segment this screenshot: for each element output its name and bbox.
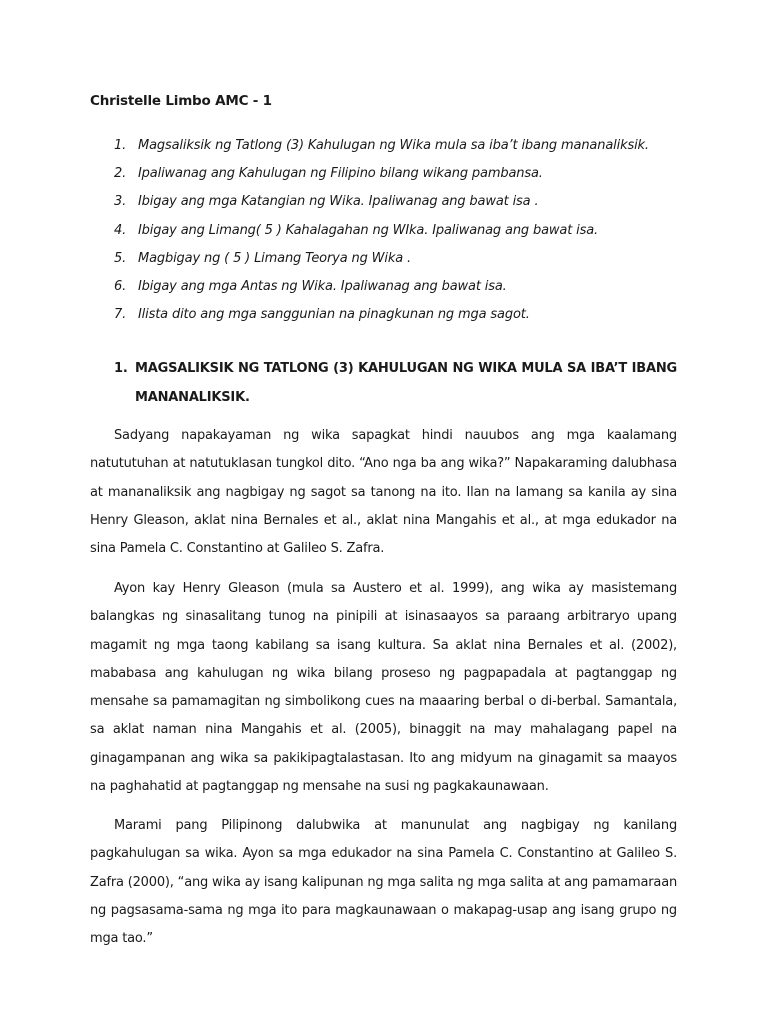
body-paragraph-2: Ayon kay Henry Gleason (mula sa Austero et al. 1999), ang wika ay masistemang balangkas ng sinasalitang tunog na pinipili at isinasaayos sa paraang arbitraryo upang magamit ng mga taong kabilang sa isang kultura. Sa aklat nina Bernales et al. (2002), mababasa ang kahulugan ng wika bilang proseso ng pagpapadala at pagtanggap ng mensahe sa pamamagitan ng simbolikong cues na maaaring berbal o di-berbal. Samantala, sa aklat naman nina Mangahis et al. (2005), binaggit na may mahalagang papel na ginagampanan ang wika sa pakikipagtalastasan. Ito ang midyum na ginagamit sa maayos na paghahatid at pagtanggap ng mensahe na susi ng pagkakaunawaan.	[90, 581, 677, 795]
question-text: Ibigay ang mga Antas ng Wika. Ipaliwanag ang bawat isa.	[138, 279, 507, 295]
question-item-4	[90, 216, 690, 244]
question-item-7	[90, 301, 690, 329]
question-number: 3.	[114, 194, 127, 210]
question-text: Ipaliwanag ang Kahulugan ng Filipino bilang wikang pambansa.	[138, 165, 543, 181]
question-item-2	[90, 159, 690, 187]
question-text: Ibigay ang Limang( 5 ) Kahalagahan ng WIka. Ipaliwanag ang bawat isa.	[138, 222, 599, 238]
question-item-6	[90, 272, 690, 300]
question-number: 2.	[114, 165, 127, 181]
question-list	[90, 131, 690, 329]
question-number: 6.	[114, 279, 127, 295]
body-paragraph-3: Marami pang Pilipinong dalubwika at manunulat ang nagbigay ng kanilang pagkahulugan sa wika. Ayon sa mga edukador na sina Pamela C. Constantino at Galileo S. Zafra (2000), “ang wika ay isang kalipunan ng mga salita ng mga salita at ang pamamaraan ng pagsasama-sama ng mga ito para magkaunawaan o makapag-usap ang isang grupo ng mga tao.”	[90, 818, 677, 947]
question-item-5	[90, 244, 690, 272]
question-number: 1.	[114, 137, 127, 153]
question-number: 7.	[114, 307, 127, 323]
question-item-1	[90, 131, 690, 159]
author-line: Christelle Limbo AMC - 1	[90, 93, 272, 109]
question-number: 5.	[114, 250, 127, 266]
section-heading	[114, 354, 677, 412]
question-item-3	[90, 188, 690, 216]
section-heading-text: MAGSALIKSIK NG TATLONG (3) KAHULUGAN NG WIKA MULA SA IBA’T IBANG MANANALIKSIK.	[135, 361, 677, 405]
question-text: Magbigay ng ( 5 ) Limang Teorya ng Wika .	[138, 250, 412, 266]
question-text: Magsaliksik ng Tatlong (3) Kahulugan ng Wika mula sa iba’t ibang mananaliksik.	[138, 137, 649, 153]
body-paragraph-1: Sadyang napakayaman ng wika sapagkat hindi nauubos ang mga kaalamang natututuhan at natutuklasan tungkol dito. “Ano nga ba ang wika?” Napakaraming dalubhasa at mananaliksik ang nagbigay ng sagot sa tanong na ito. Ilan na lamang sa kanila ay sina Henry Gleason, aklat nina Bernales et al., aklat nina Mangahis et al., at mga edukador na sina Pamela C. Constantino at Galileo S. Zafra.	[90, 428, 677, 557]
question-number: 4.	[114, 222, 127, 238]
section-number: 1.	[114, 361, 128, 376]
question-text: Ibigay ang mga Katangian ng Wika. Ipaliwanag ang bawat isa .	[138, 194, 539, 210]
question-text: Ilista dito ang mga sanggunian na pinagkunan ng mga sagot.	[138, 307, 530, 323]
